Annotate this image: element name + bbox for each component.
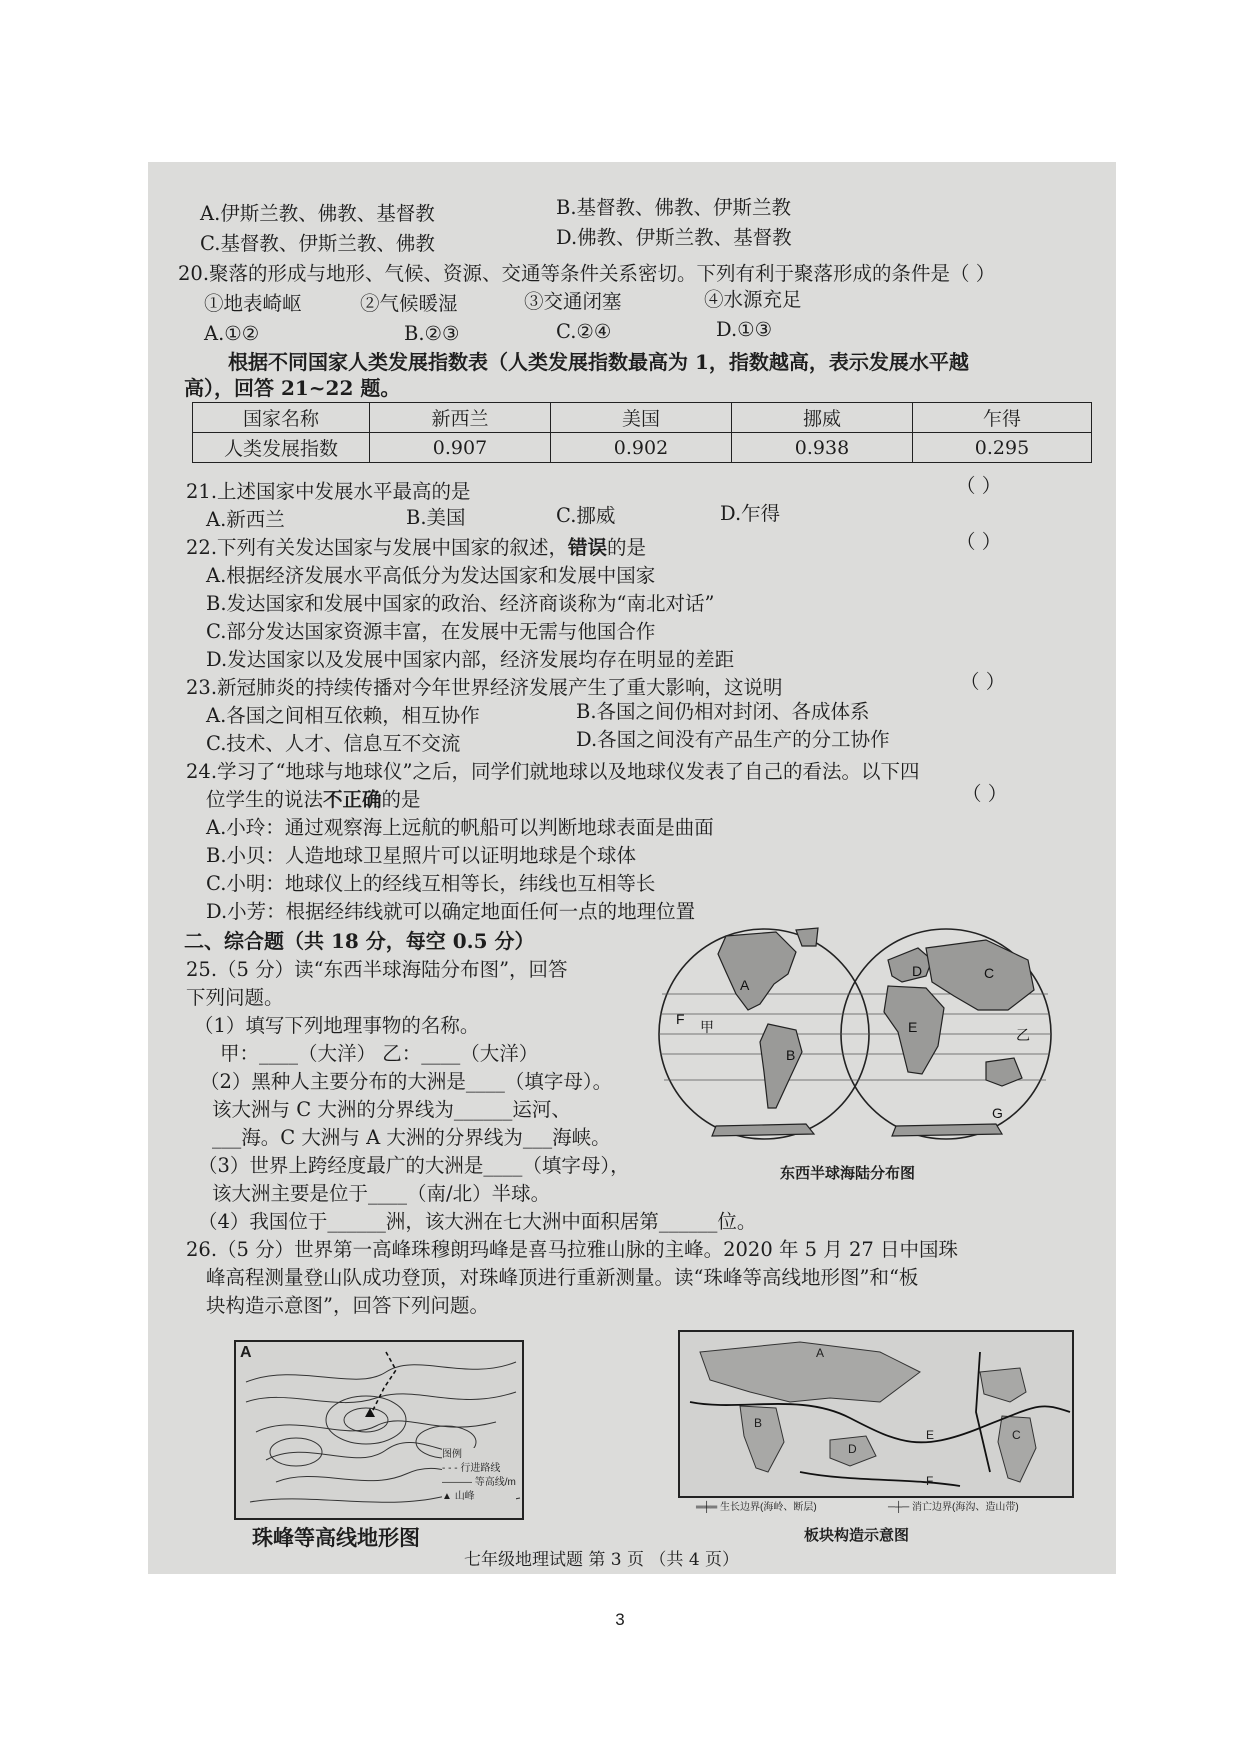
q20-option-d: D.①③ — [716, 318, 773, 341]
q23-stem: 23.新冠肺炎的持续传播对今年世界经济发展产生了重大影响，这说明 — [186, 676, 783, 699]
q25-line-9: 该大洲主要是位于____（南/北）半球。 — [212, 1182, 551, 1205]
plate-map-drawing — [680, 1332, 1072, 1496]
hemisphere-map — [656, 912, 1056, 1162]
map-label-c: C — [984, 965, 995, 981]
intro-line-2: 高），回答 21~22 题。 — [184, 376, 401, 400]
exam-footer: 七年级地理试题 第 3 页 （共 4 页） — [464, 1550, 740, 1570]
contour-legend-title: 图例 — [442, 1449, 462, 1460]
hdi-country-cell: 乍得 — [913, 403, 1092, 433]
plate-label-c: C — [1012, 1428, 1021, 1442]
q23-option-a: A.各国之间相互依赖，相互协作 — [206, 704, 480, 727]
hdi-header-row — [193, 403, 1092, 433]
south-america-land — [760, 1024, 802, 1108]
route-line-icon: - - - — [442, 1463, 458, 1474]
q26-line-3: 块构造示意图”，回答下列问题。 — [206, 1294, 489, 1317]
map-label-b: B — [786, 1047, 796, 1063]
plate-label-d: D — [848, 1442, 857, 1456]
map-label-d: D — [912, 963, 923, 979]
exam-photo — [148, 162, 1116, 1574]
greenland-land — [796, 928, 818, 946]
q22-option-a: A.根据经济发展水平高低分为发达国家和发展中国家 — [206, 564, 656, 587]
q20-option-b: B.②③ — [404, 322, 460, 345]
q19-option-d: D.佛教、伊斯兰教、基督教 — [556, 226, 792, 249]
plate-map-caption: 板块构造示意图 — [804, 1526, 910, 1544]
q25-line-5: （2）黑种人主要分布的大洲是____（填字母）。 — [200, 1070, 613, 1093]
q24-stem-emphasis: 不正确 — [323, 788, 382, 811]
hdi-country-cell: 美国 — [551, 403, 732, 433]
q24-stem-post: 的是 — [381, 788, 421, 811]
q23-answer-paren: （ ） — [960, 670, 1006, 693]
q24-option-d: D.小芳：根据经纬线就可以确定地面任何一点的地理位置 — [206, 900, 696, 923]
q19-option-a: A.伊斯兰教、佛教、基督教 — [200, 202, 435, 225]
hemisphere-map-caption: 东西半球海陆分布图 — [780, 1164, 916, 1182]
q25-line-8: （3）世界上跨经度最广的大洲是____（填字母）， — [198, 1154, 630, 1177]
north-america-land — [718, 932, 796, 1010]
plate-legend-growth-label: 生长边界(海岭、断层) — [720, 1502, 817, 1513]
q24-stem-line-1: 24.学习了“地球与地球仪”之后，同学们就地球以及地球仪发表了自己的看法。以下四 — [186, 760, 920, 783]
antarctica-west-land — [712, 1124, 814, 1136]
contour-label-a: A — [240, 1344, 252, 1361]
hdi-value-cell: 0.902 — [551, 433, 732, 463]
q19-option-c: C.基督教、伊斯兰教、佛教 — [200, 232, 435, 255]
map-label-jia: 甲 — [700, 1019, 714, 1035]
q20-stem: 20.聚落的形成与地形、气候、资源、交通等条件关系密切。下列有利于聚落形成的条件是（ ） — [178, 262, 996, 285]
intro-line-1: 根据不同国家人类发展指数表（人类发展指数最高为 1，指数越高，表示发展水平越 — [228, 350, 969, 374]
hdi-country-cell: 挪威 — [732, 403, 913, 433]
q21-answer-paren: （ ） — [956, 474, 1002, 497]
plate-label-f: F — [926, 1474, 934, 1488]
q25-line-7: ___海。C 大洲与 A 大洲的分界线为___海峡。 — [212, 1126, 611, 1149]
map-label-g: G — [992, 1105, 1003, 1121]
q24-option-a: A.小玲：通过观察海上远航的帆船可以判断地球表面是曲面 — [206, 816, 714, 839]
q21-stem: 21.上述国家中发展水平最高的是 — [186, 480, 471, 503]
q25-line-6: 该大洲与 C 大洲的分界线为______运河、 — [212, 1098, 571, 1121]
q26-line-1: 26.（5 分）世界第一高峰珠穆朗玛峰是喜马拉雅山脉的主峰。2020 年 5 月 27 日中国珠 — [186, 1238, 958, 1261]
contour-map — [234, 1340, 524, 1520]
collision-boundary-icon: ─┼─ — [888, 1502, 910, 1513]
map-label-yi: 乙 — [1016, 1027, 1030, 1043]
q23-option-b: B.各国之间仍相对封闭、各成体系 — [576, 700, 870, 723]
q20-choice-4: ④水源充足 — [704, 288, 802, 311]
contour-map-caption: 珠峰等高线地形图 — [252, 1525, 420, 1550]
q25-line-10: （4）我国位于______洲，该大洲在七大洲中面积居第______位。 — [198, 1210, 757, 1233]
q22-option-b: B.发达国家和发展中国家的政治、经济商谈称为“南北对话” — [206, 592, 715, 615]
plate-legend-growth — [696, 1498, 817, 1513]
plate-label-a: A — [816, 1346, 825, 1360]
plate-legend-collision-label: 消亡边界(海沟、造山带) — [912, 1502, 1019, 1513]
q19-option-b: B.基督教、佛教、伊斯兰教 — [556, 196, 792, 219]
plate-label-e: E — [926, 1428, 935, 1442]
asia-land — [926, 940, 1034, 1010]
hdi-value-cell: 0.907 — [370, 433, 551, 463]
contour-legend-peak: 山峰 — [454, 1491, 475, 1502]
hdi-value-cell: 0.938 — [732, 433, 913, 463]
page-number: 3 — [615, 1610, 625, 1629]
q20-choice-3: ③交通闭塞 — [524, 290, 622, 313]
q25-line-1: 25.（5 分）读“东西半球海陆分布图”，回答 — [186, 958, 568, 981]
contour-legend — [442, 1448, 516, 1504]
q24-option-c: C.小明：地球仪上的经线互相等长，纬线也互相等长 — [206, 872, 656, 895]
growth-boundary-icon: ═╪═ — [696, 1502, 718, 1513]
plate-map — [678, 1330, 1074, 1498]
contour-legend-route: 行进路线 — [460, 1463, 501, 1474]
q21-option-d: D.乍得 — [720, 502, 781, 525]
q25-line-4: 甲：____（大洋） 乙：____（大洋） — [220, 1042, 539, 1065]
plate-legend-collision — [888, 1498, 1019, 1513]
q24-stem-pre: 位学生的说法 — [206, 788, 324, 811]
map-label-a: A — [740, 977, 750, 993]
q23-option-d: D.各国之间没有产品生产的分工协作 — [576, 728, 890, 751]
q21-option-b: B.美国 — [406, 506, 466, 529]
hdi-value-cell: 0.295 — [913, 433, 1092, 463]
hdi-row-label-country: 国家名称 — [193, 403, 370, 433]
antarctica-east-land — [892, 1124, 1002, 1136]
hdi-value-row — [193, 433, 1092, 463]
q26-line-2: 峰高程测量登山队成功登顶，对珠峰顶进行重新测量。读“珠峰等高线地形图”和“板 — [206, 1266, 919, 1289]
map-label-e: E — [908, 1019, 918, 1035]
q20-choice-2: ②气候暖湿 — [360, 292, 458, 315]
q24-stem-line-2 — [206, 788, 421, 812]
q20-option-a: A.①② — [204, 322, 260, 345]
q22-stem-pre: 22.下列有关发达国家与发展中国家的叙述， — [186, 536, 569, 559]
q20-choice-1: ①地表崎岖 — [204, 292, 302, 315]
q21-option-c: C.挪威 — [556, 504, 616, 527]
europe-land — [888, 948, 932, 982]
q22-option-d: D.发达国家以及发展中国家内部，经济发展均存在明显的差距 — [206, 648, 735, 671]
q20-option-c: C.②④ — [556, 320, 612, 343]
q24-answer-paren: （ ） — [962, 782, 1008, 805]
q23-option-c: C.技术、人才、信息互不交流 — [206, 732, 461, 755]
contour-line-icon: ——— — [442, 1477, 472, 1488]
section-2-heading: 二、综合题（共 18 分，每空 0.5 分） — [184, 929, 535, 953]
q22-stem-emphasis: 错误 — [568, 536, 608, 559]
q24-option-b: B.小贝：人造地球卫星照片可以证明地球是个球体 — [206, 844, 637, 867]
q21-option-a: A.新西兰 — [206, 508, 285, 531]
plate-label-b: B — [754, 1416, 763, 1430]
q25-line-2: 下列问题。 — [186, 986, 284, 1009]
q22-answer-paren: （ ） — [956, 530, 1002, 553]
q22-stem-post: 的是 — [607, 536, 647, 559]
peak-triangle-icon: ▲ — [442, 1491, 452, 1502]
hdi-country-cell: 新西兰 — [370, 403, 551, 433]
q22-stem — [186, 536, 646, 560]
oceania-land — [986, 1058, 1022, 1086]
map-label-f: F — [676, 1011, 685, 1027]
q22-option-c: C.部分发达国家资源丰富，在发展中无需与他国合作 — [206, 620, 656, 643]
hdi-table — [192, 402, 1092, 463]
q25-line-3: （1）填写下列地理事物的名称。 — [194, 1014, 480, 1037]
hdi-row-label-index: 人类发展指数 — [193, 433, 370, 463]
contour-legend-contour: 等高线/m — [474, 1477, 516, 1488]
